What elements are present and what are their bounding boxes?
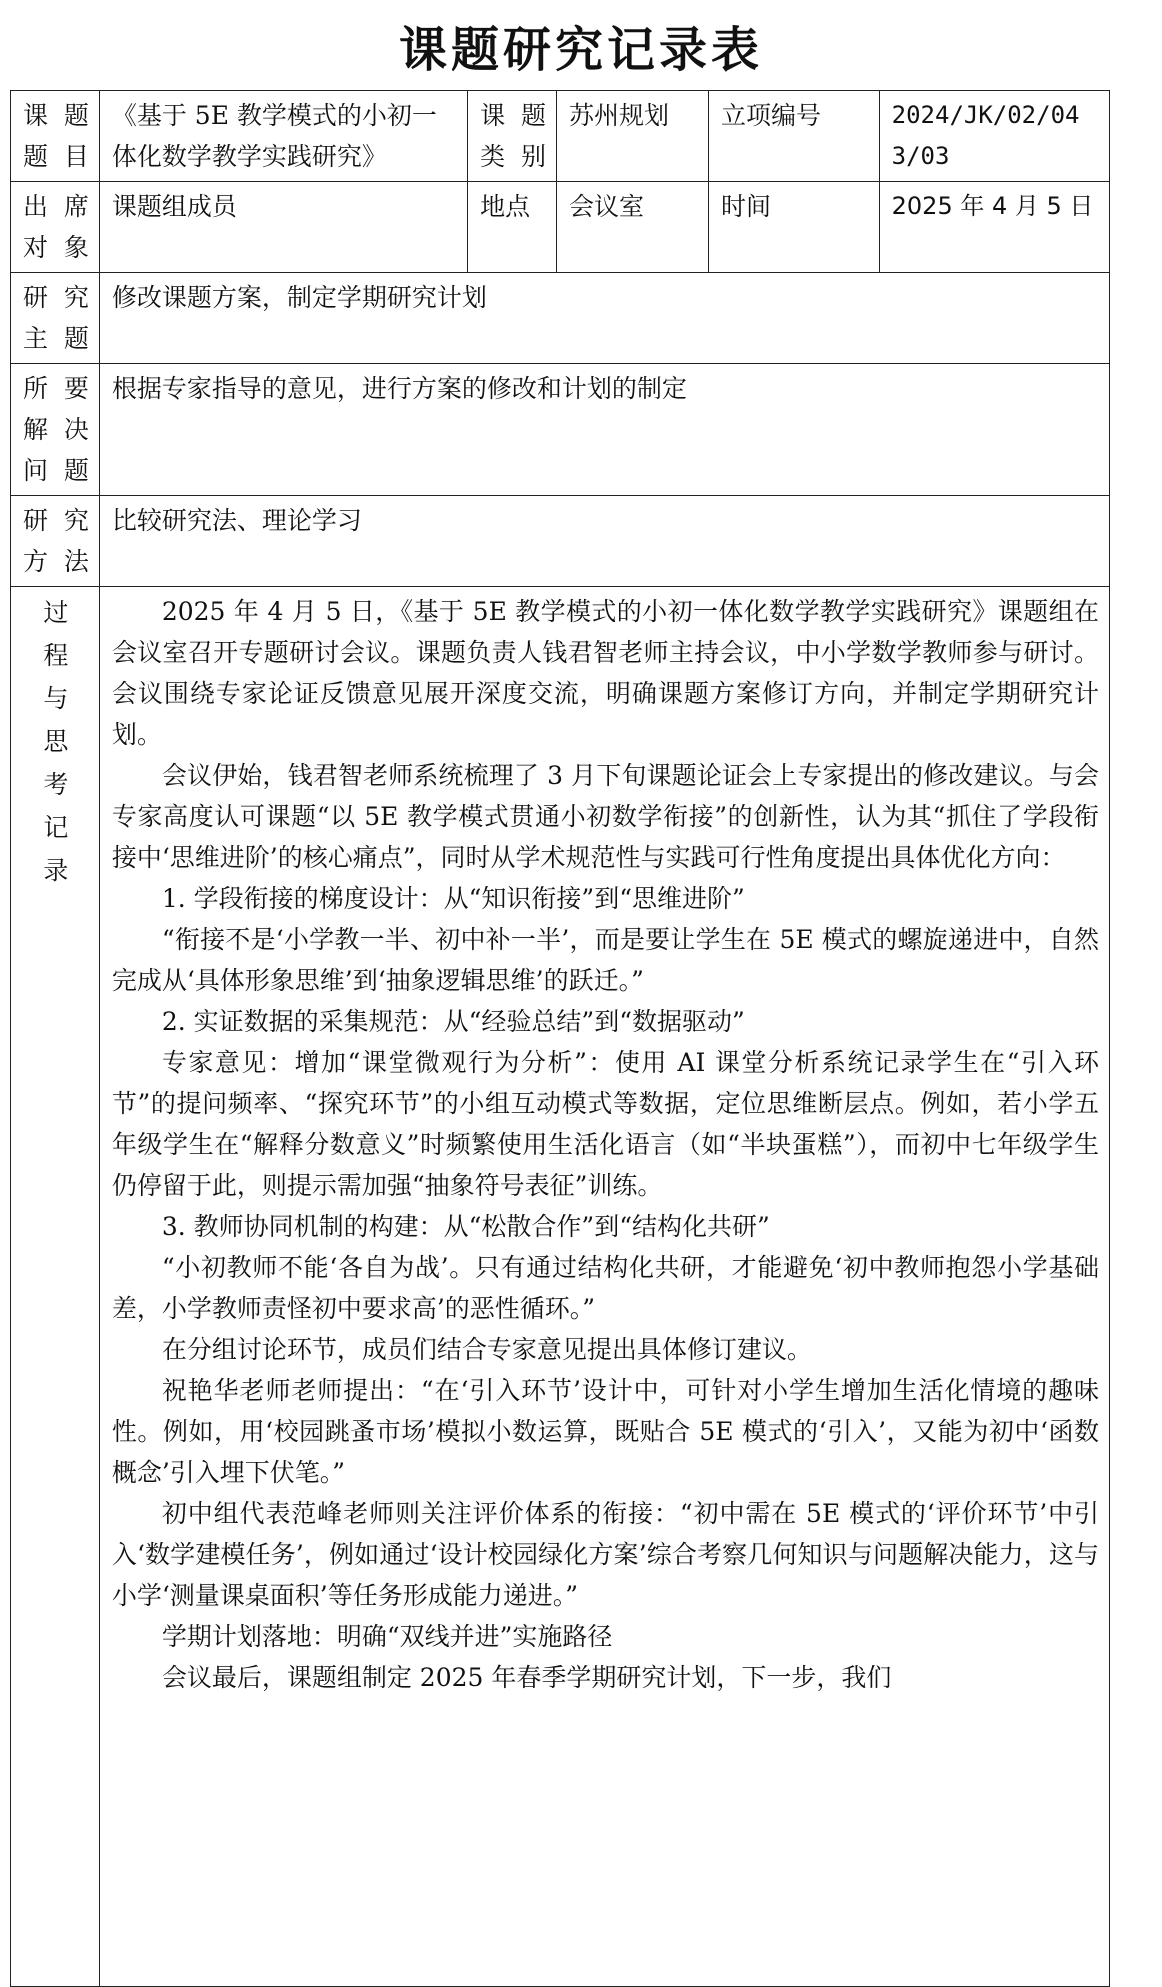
method-value: 比较研究法、理论学习 [99,496,1109,587]
process-label-char: 过 [43,598,69,627]
paragraph: 会议最后，课题组制定 2025 年春季学期研究计划，下一步，我们 [161,1663,892,1692]
paragraph: 专家意见：增加“课堂微观行为分析”：使用 AI 课堂分析系统记录学生在“引入环节”的提问频率、“探究环节”的小组互动模式等数据，定位思维断层点。例如，若小学五年级学生在“解释分数意义”时频繁使用生活化语言（如“半块蛋糕”），而初中七年级学生仍停留于此，则提示需加强“抽象符号表征”训练。 [111,1048,1099,1200]
location-value: 会议室 [556,182,708,273]
location-label: 地点 [468,182,557,273]
project-no-value: 2024/JK/02/043/03 [879,91,1109,182]
row-process [11,587,1110,1987]
paragraph: 2. 实证数据的采集规范：从“经验总结”到“数据驱动” [161,1007,745,1036]
paragraph: 在分组讨论环节，成员们结合专家意见提出具体修订建议。 [161,1335,812,1364]
paragraph: 1. 学段衔接的梯度设计：从“知识衔接”到“思维进阶” [161,884,745,913]
problem-label: 所要解决问题 [11,364,100,496]
theme-label: 研究主题 [11,273,100,364]
process-label-char: 与 [43,684,69,713]
theme-value: 修改课题方案，制定学期研究计划 [99,273,1109,364]
row-problem [11,364,1110,496]
process-label-char: 程 [43,641,69,670]
topic-label: 课题题目 [11,91,100,182]
paragraph: 会议伊始，钱君智老师系统梳理了 3 月下旬课题论证会上专家提出的修改建议。与会专家高度认可课题“以 5E 教学模式贯通小初数学衔接”的创新性，认为其“抓住了学段衔接中‘思维进阶’的核心痛点”，同时从学术规范性与实践可行性角度提出具体优化方向： [111,761,1099,872]
time-label: 时间 [708,182,879,273]
paragraph: 学期计划落地：明确“双线并进”实施路径 [161,1622,613,1651]
method-label: 研究方法 [11,496,100,587]
attendees-label: 出席对象 [11,182,100,273]
process-label-char: 录 [43,856,69,885]
paragraph: 2025 年 4 月 5 日，《基于 5E 教学模式的小初一体化数学教学实践研究》课题组在会议室召开专题研讨会议。课题负责人钱君智老师主持会议，中小学数学教师参与研讨。会议围绕专家论证反馈意见展开深度交流，明确课题方案修订方向，并制定学期研究计划。 [111,597,1099,749]
row-theme [11,273,1110,364]
process-label [11,587,100,1987]
process-label-char: 记 [43,813,69,842]
process-label-char: 考 [43,770,69,799]
record-table [10,90,1110,1987]
project-no-label: 立项编号 [708,91,879,182]
paragraph: 初中组代表范峰老师则关注评价体系的衔接：“初中需在 5E 模式的‘评价环节’中引入‘数学建模任务’，例如通过‘设计校园绿化方案’综合考察几何知识与问题解决能力，这与小学‘测量课桌面积’等任务形成能力递进。” [111,1499,1099,1610]
topic-value: 《基于 5E 教学模式的小初一体化数学教学实践研究》 [99,91,467,182]
paragraph: “衔接不是‘小学教一半、初中补一半’，而是要让学生在 5E 模式的螺旋递进中，自然完成从‘具体形象思维’到‘抽象逻辑思维’的跃迁。” [111,925,1099,995]
paragraph: “小初教师不能‘各自为战’。只有通过结构化共研，才能避免‘初中教师抱怨小学基础差，小学教师责怪初中要求高’的恶性循环。” [111,1253,1099,1323]
paragraph: 3. 教师协同机制的构建：从“松散合作”到“结构化共研” [161,1212,770,1241]
row-attendees [11,182,1110,273]
page-title: 课题研究记录表 [398,22,763,78]
process-label-char: 思 [43,727,69,756]
attendees-value: 课题组成员 [99,182,467,273]
problem-value: 根据专家指导的意见，进行方案的修改和计划的制定 [99,364,1109,496]
row-method [11,496,1110,587]
paragraph: 祝艳华老师老师提出：“在‘引入环节’设计中，可针对小学生增加生活化情境的趣味性。例如，用‘校园跳蚤市场’模拟小数运算，既贴合 5E 模式的‘引入’，又能为初中‘函数概念’引入埋下伏笔。” [111,1376,1099,1487]
time-value: 2025 年 4 月 5 日 [879,182,1109,273]
category-value: 苏州规划 [556,91,708,182]
category-label: 课题类别 [468,91,557,182]
process-record [99,587,1109,1987]
row-topic [11,91,1110,182]
